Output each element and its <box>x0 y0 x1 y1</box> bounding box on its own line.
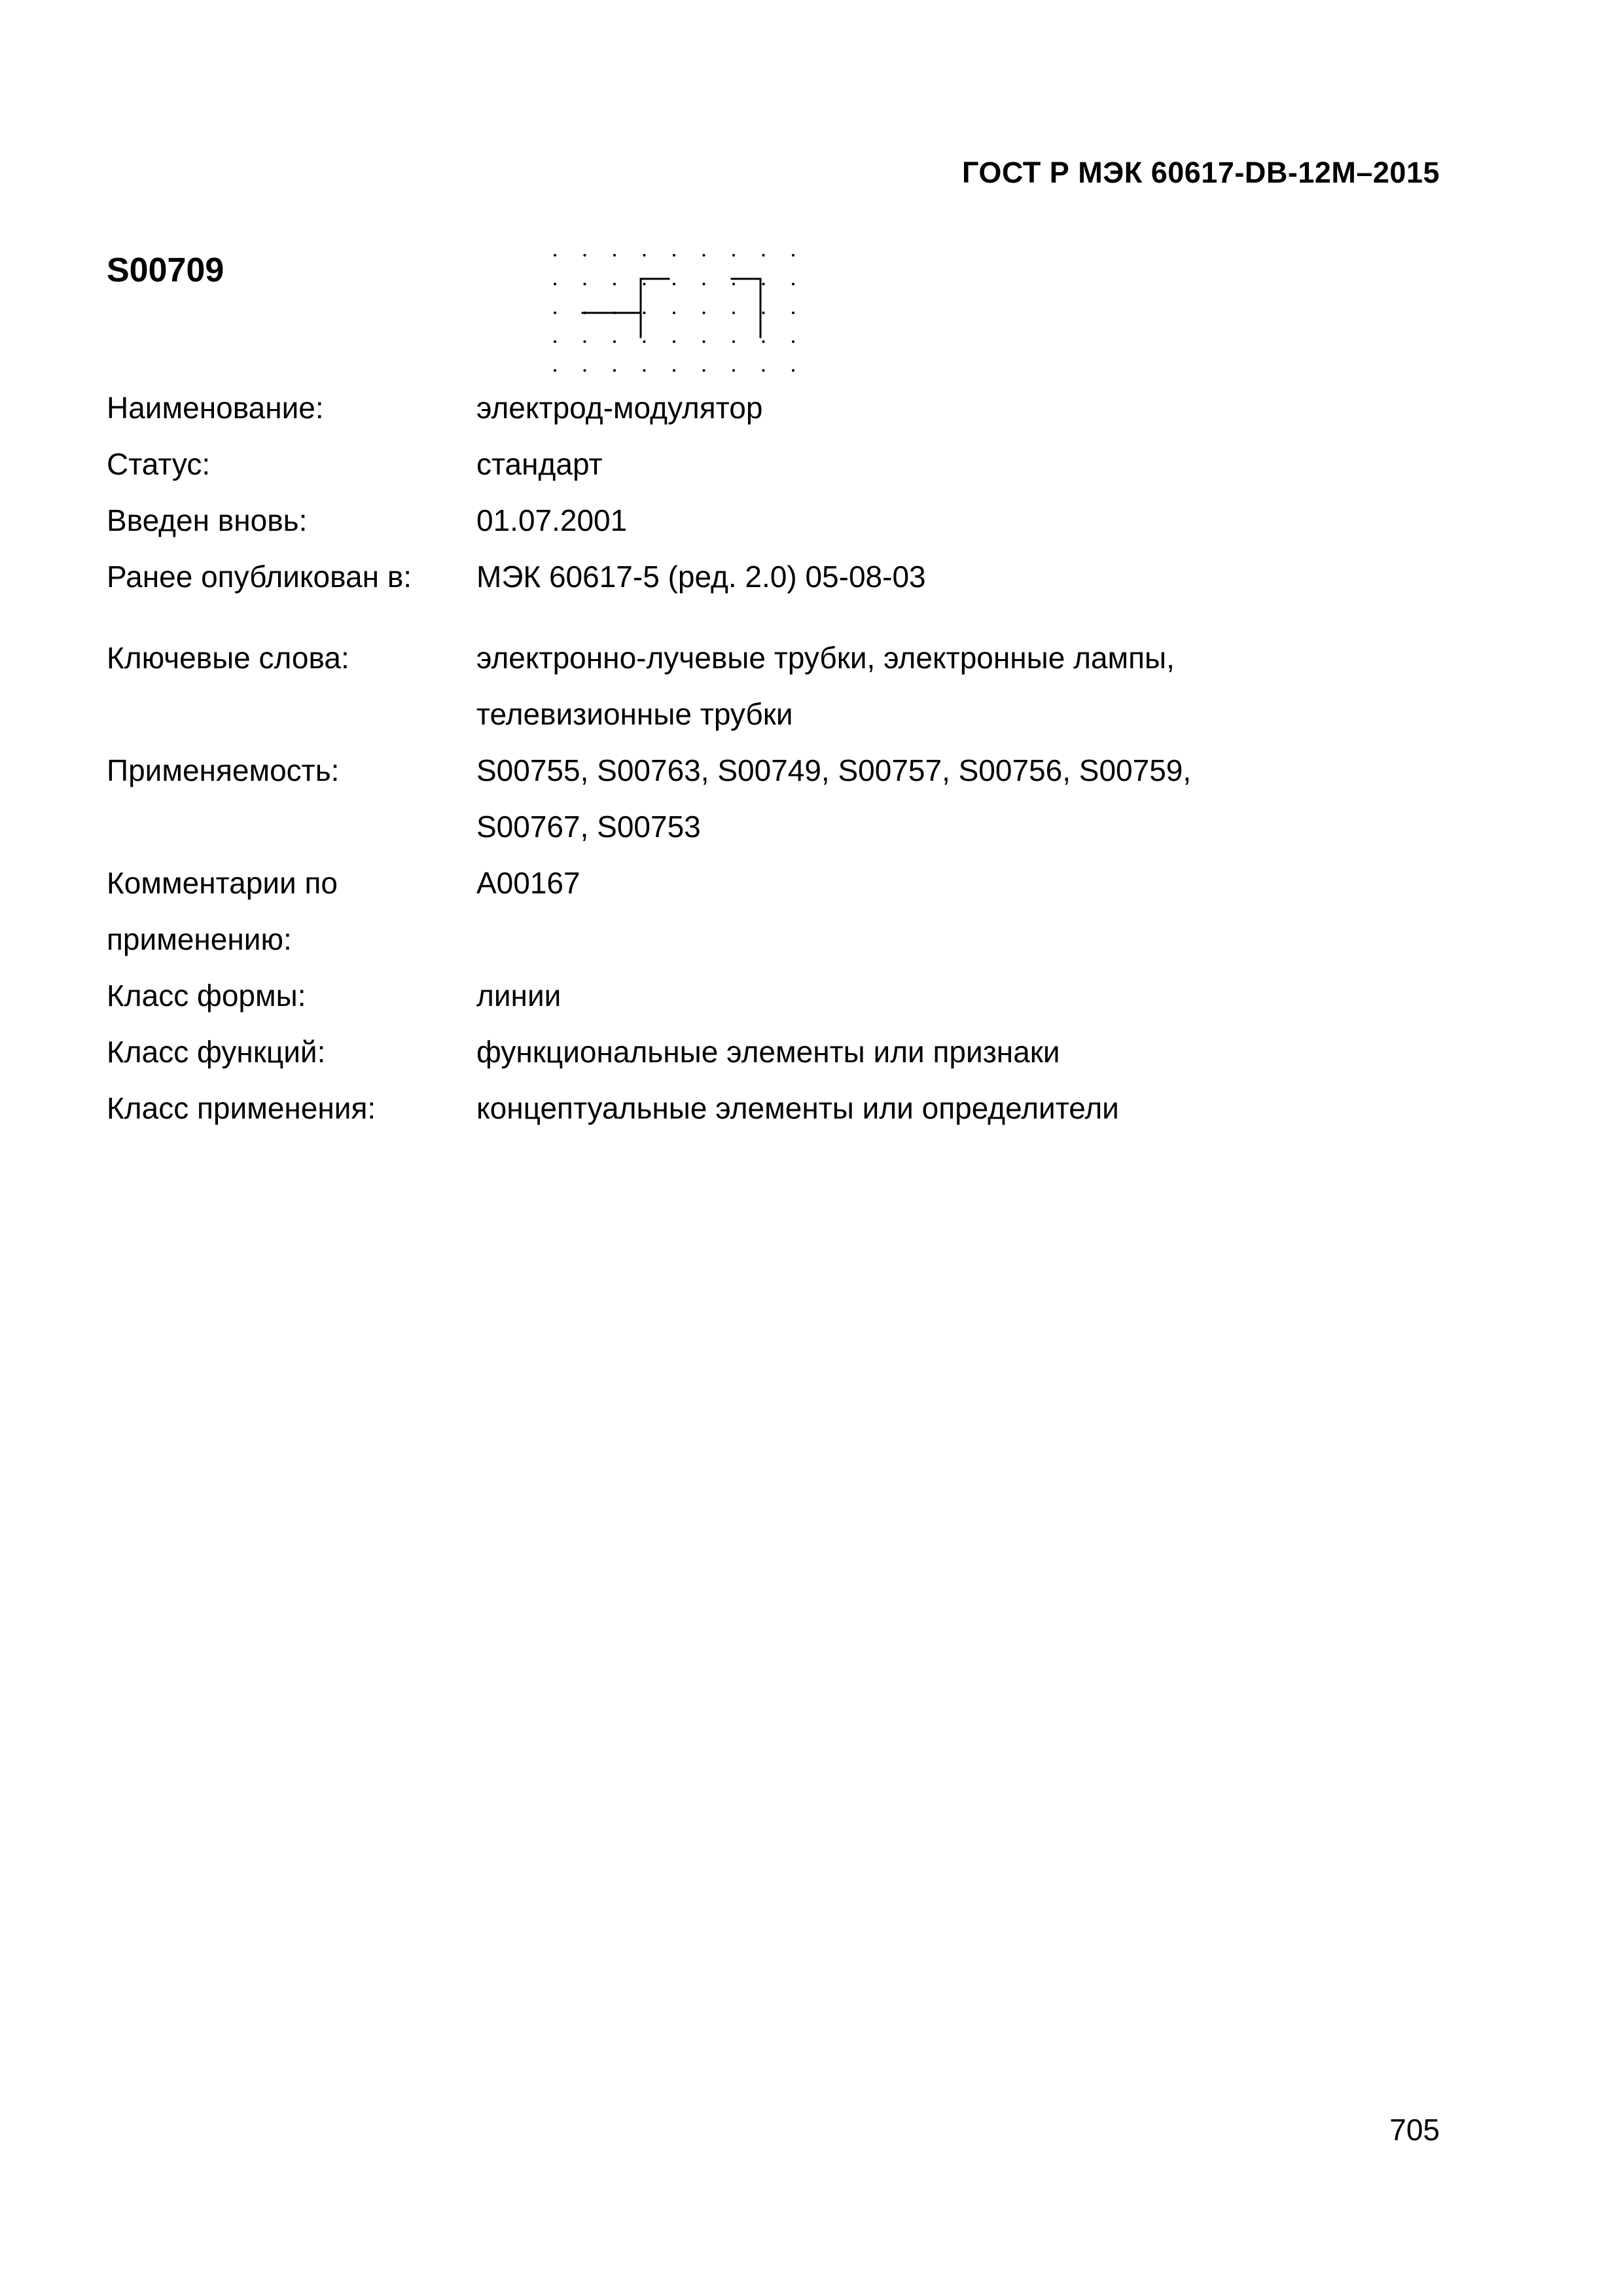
attr-value <box>476 380 1448 436</box>
grid-dot <box>762 283 765 285</box>
grid-dot <box>643 283 646 285</box>
attr-value <box>476 967 1448 1024</box>
attr-value-line: электрод-модулятор <box>476 391 763 425</box>
grid-dot <box>613 283 616 285</box>
modulator-electrode-symbol <box>551 249 800 380</box>
attr-value <box>476 630 1448 742</box>
grid-dot <box>584 369 586 372</box>
attr-value <box>476 855 1448 911</box>
attr-value-line: линии <box>476 978 562 1013</box>
symbol-id: S00709 <box>107 251 224 289</box>
grid-dot <box>613 340 616 343</box>
grid-dot <box>554 312 556 314</box>
grid-dot <box>584 340 586 343</box>
grid-dot <box>762 340 765 343</box>
grid-dot <box>554 369 556 372</box>
attr-value <box>476 1024 1448 1080</box>
attribute-table <box>107 380 1448 1136</box>
attr-label: Класс функций: <box>107 1035 326 1069</box>
grid-dot <box>703 312 705 314</box>
attr-label: Класс применения: <box>107 1091 376 1125</box>
attr-value <box>476 436 1448 492</box>
grid-dot <box>554 283 556 285</box>
symbol-lines <box>582 279 760 337</box>
grid-dot <box>643 369 646 372</box>
attr-label-line: Комментарии по <box>107 866 338 900</box>
attr-value-line: A00167 <box>476 866 580 900</box>
grid-dot <box>673 340 675 343</box>
attr-row-application-notes <box>107 855 1448 967</box>
attr-label: Ранее опубликован в: <box>107 560 412 594</box>
attr-row-shape-class <box>107 967 1448 1024</box>
attr-value <box>476 742 1448 855</box>
attr-label <box>107 855 476 967</box>
standard-designation: ГОСТ Р МЭК 60617-DB-12M–2015 <box>961 156 1440 189</box>
attr-row-previously-published <box>107 548 1448 605</box>
grid-dot <box>732 283 735 285</box>
grid-dot <box>703 369 705 372</box>
grid-dot <box>554 340 556 343</box>
grid-dot <box>673 283 675 285</box>
attr-value-line: телевизионные трубки <box>476 697 793 731</box>
page-number: 705 <box>1389 2113 1440 2147</box>
attr-value <box>476 1080 1448 1136</box>
grid-dot <box>792 283 794 285</box>
attr-value-line: функциональные элементы или признаки <box>476 1035 1060 1069</box>
attr-row-application-class <box>107 1080 1448 1136</box>
attr-value <box>476 492 1448 548</box>
row-gap <box>107 605 1448 630</box>
grid-dot <box>673 369 675 372</box>
attr-label: Статус: <box>107 447 211 481</box>
attr-value-line: стандарт <box>476 447 603 481</box>
grid-dot <box>732 254 735 257</box>
attr-value <box>476 548 1448 605</box>
grid-dot <box>732 340 735 343</box>
grid-dot <box>643 340 646 343</box>
grid-dot <box>792 254 794 257</box>
grid-dot <box>643 312 646 314</box>
attr-value-line: S00767, S00753 <box>476 810 701 844</box>
attr-label: Наименование: <box>107 391 324 425</box>
attr-value-line: электронно-лучевые трубки, электронные лампы, <box>476 641 1175 675</box>
grid-dot <box>584 254 586 257</box>
grid-dot <box>792 340 794 343</box>
grid-dot <box>762 312 765 314</box>
attr-value-line: 01.07.2001 <box>476 503 628 537</box>
attr-row-name <box>107 380 1448 436</box>
attr-value-line: S00755, S00763, S00749, S00757, S00756, S00759, <box>476 753 1192 787</box>
attr-label: Класс формы: <box>107 978 306 1013</box>
grid-dot <box>703 283 705 285</box>
attr-row-status <box>107 436 1448 492</box>
attr-value-line: концептуальные элементы или определители <box>476 1091 1119 1125</box>
attr-value-line: МЭК 60617-5 (ред. 2.0) 05-08-03 <box>476 560 926 594</box>
grid-dot <box>762 369 765 372</box>
attr-row-introduced <box>107 492 1448 548</box>
attr-label: Применяемость: <box>107 753 340 787</box>
grid-dot <box>613 254 616 257</box>
grid-dot <box>703 254 705 257</box>
grid-dot <box>673 312 675 314</box>
attr-label-line: применению: <box>107 922 292 956</box>
grid-dot <box>792 369 794 372</box>
right-bracket <box>732 279 760 337</box>
grid-dot <box>792 312 794 314</box>
attr-row-keywords <box>107 630 1448 742</box>
attr-row-function-class <box>107 1024 1448 1080</box>
grid-dot <box>762 254 765 257</box>
attr-label: Введен вновь: <box>107 503 308 537</box>
grid-dot <box>613 369 616 372</box>
left-bracket <box>641 279 669 337</box>
grid-dot <box>643 254 646 257</box>
grid-dot <box>584 283 586 285</box>
grid-dot <box>732 369 735 372</box>
grid-dot <box>673 254 675 257</box>
grid-dot <box>703 340 705 343</box>
grid-dot <box>732 312 735 314</box>
grid-dot <box>554 254 556 257</box>
attr-label: Ключевые слова: <box>107 641 349 675</box>
attr-row-applicability <box>107 742 1448 855</box>
